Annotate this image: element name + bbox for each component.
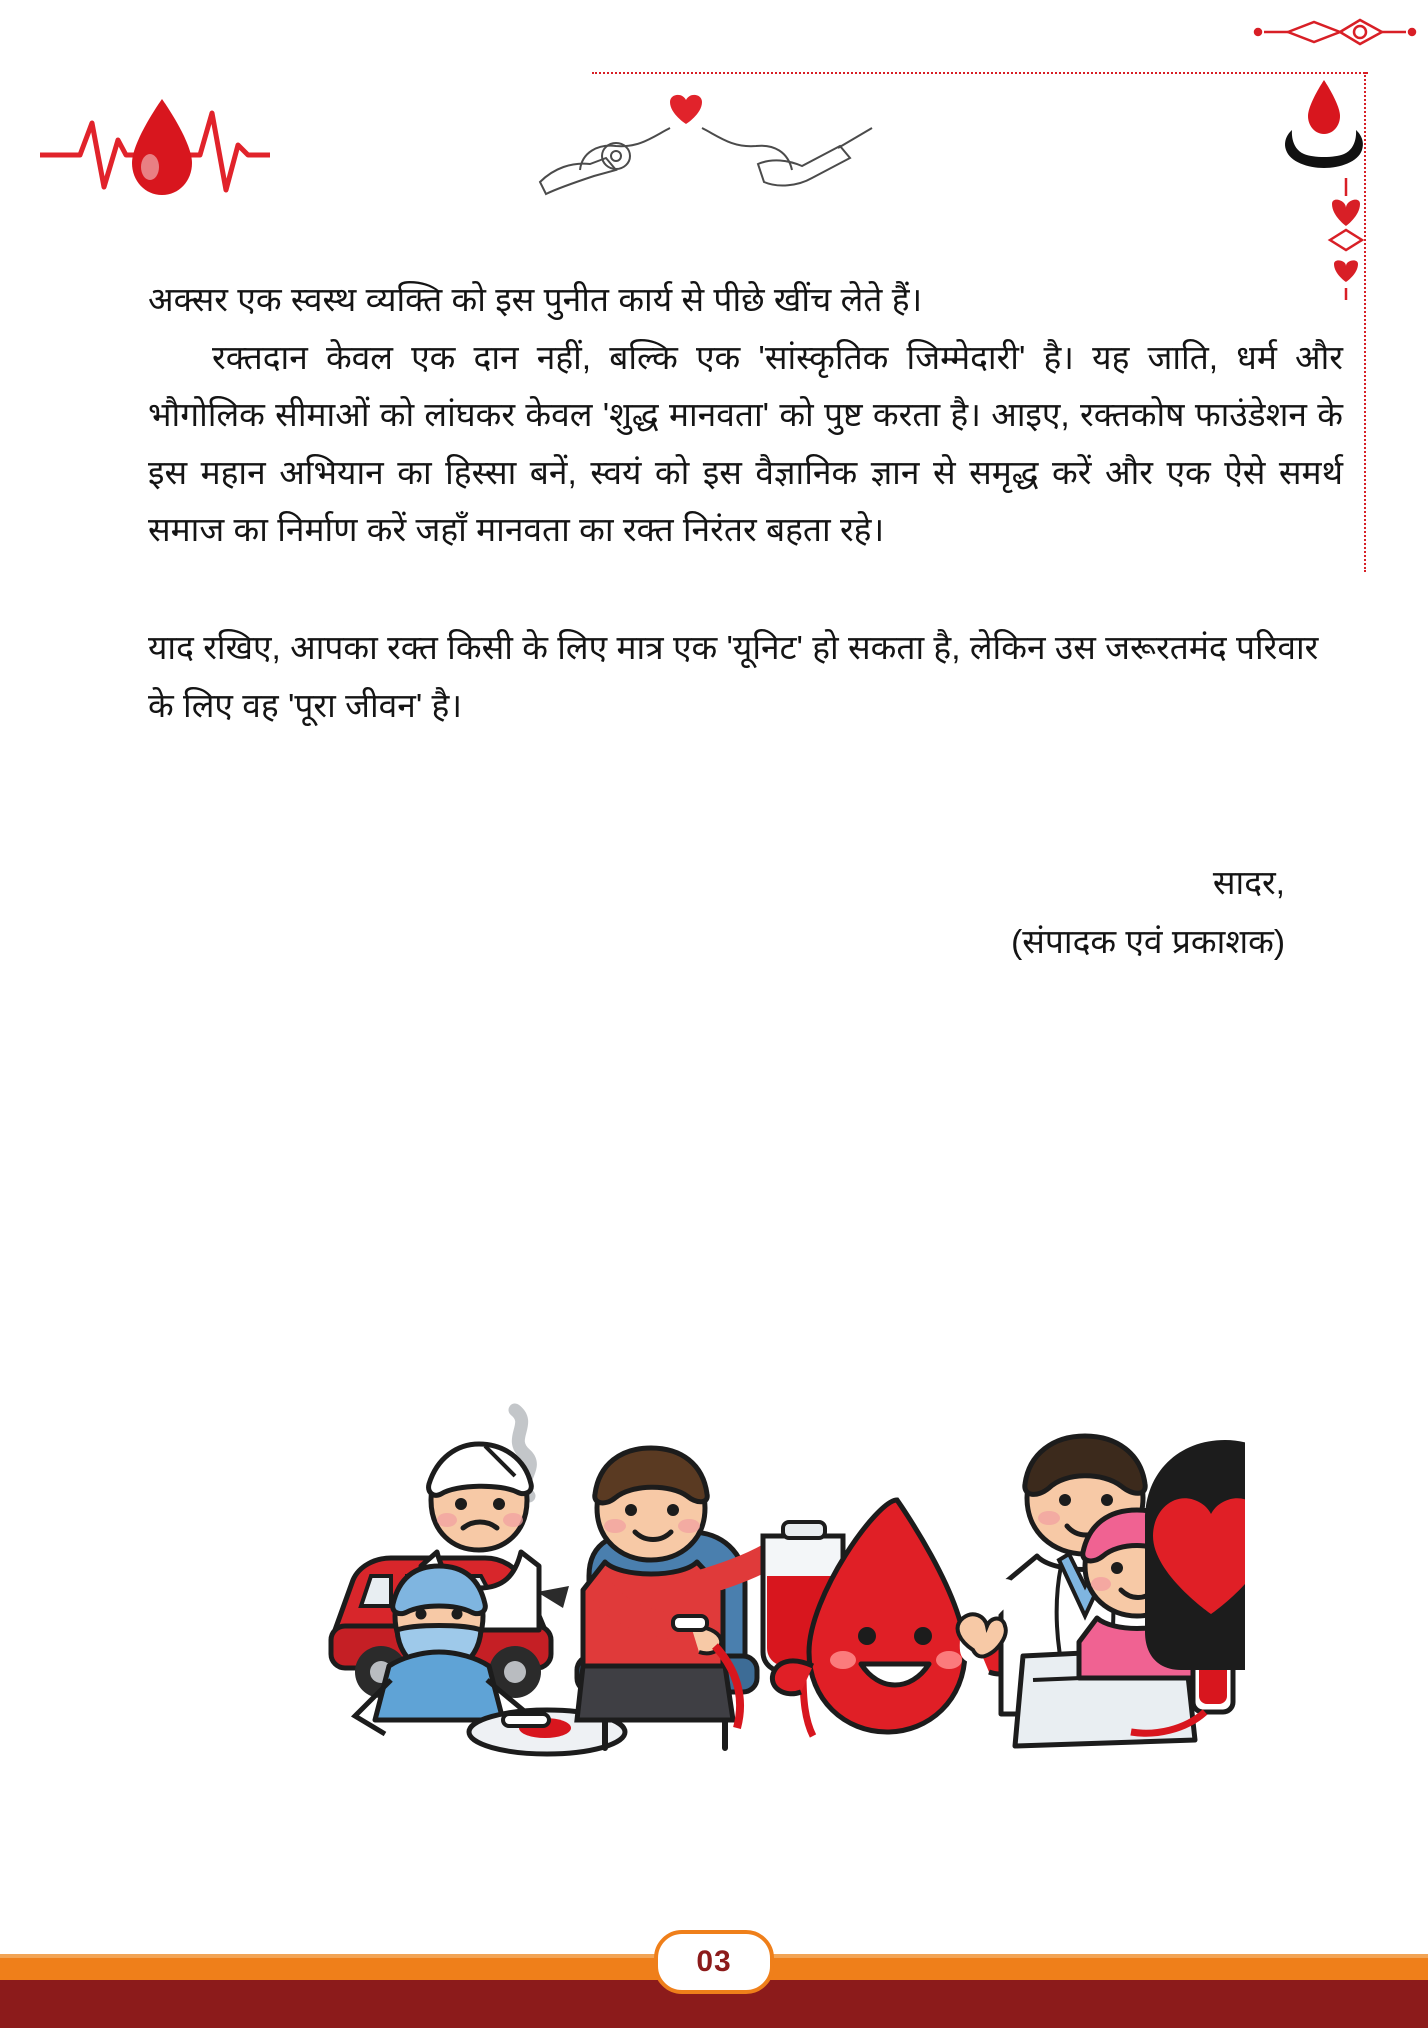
blood-donation-scene-illustration [185, 1380, 1245, 1780]
signature-role: (संपादक एवं प्रकाशक) [1011, 923, 1285, 961]
paragraph-cultural-responsibility: रक्तदान केवल एक दान नहीं, बल्कि एक 'सांस्कृतिक जिम्मेदारी' है। यह जाति, धर्म और भौगोलिक सीमाओं को लांघकर केवल 'शुद्ध मानवता' को पुष्ट करता है। आइए, रक्तकोष फाउंडेशन के इस महान अभियान का हिस्सा बनें, स्वयं को इस वैज्ञानिक ज्ञान से समृद्ध करें और एक ऐसे समर्थ समाज का निर्माण करें जहाँ मानवता का रक्त निरंतर बहता रहे। [148, 339, 1343, 550]
article-body [148, 272, 1343, 973]
paragraph-spacer [148, 560, 1343, 620]
signature-salutation: सादर, [1212, 865, 1285, 903]
hands-holding-blood-drop-ornament [1138, 0, 1428, 300]
page-header [0, 0, 1428, 250]
page-footer [0, 1920, 1428, 2028]
heartbeat-blood-drop-icon [40, 95, 270, 205]
paragraph-remember: याद रखिए, आपका रक्त किसी के लिए मात्र एक 'यूनिट' हो सकता है, लेकिन उस जरूरतमंद परिवार के लिए वह 'पूरा जीवन' है। [148, 630, 1319, 725]
signature-block [148, 855, 1343, 972]
paragraph-continued: अक्सर एक स्वस्थ व्यक्ति को इस पुनीत कार्य से पीछे खींच लेते हैं। [148, 282, 923, 319]
blood-transfusion-line-art [520, 90, 880, 210]
page-number-badge: 03 [654, 1930, 774, 1994]
